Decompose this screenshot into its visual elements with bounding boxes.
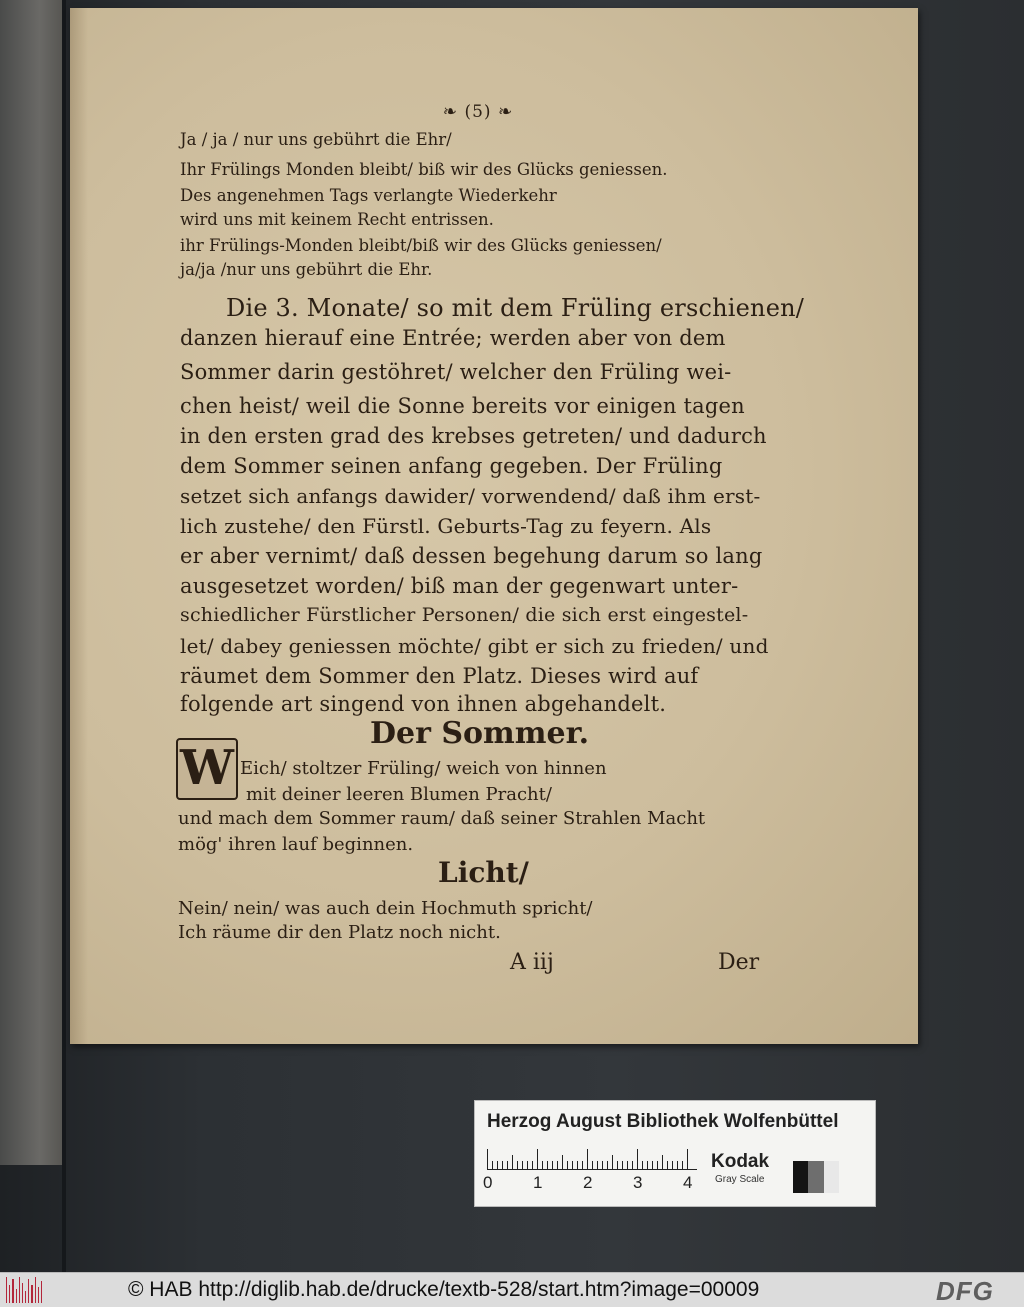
page-number-header: ❧ (5) ❧ bbox=[442, 102, 514, 122]
ruler-tick bbox=[527, 1161, 528, 1169]
ruler-tick bbox=[562, 1155, 563, 1169]
logo-bar bbox=[16, 1289, 17, 1303]
signature-mark: A iij bbox=[510, 950, 554, 975]
copyright-link[interactable]: © HAB http://diglib.hab.de/drucke/textb-528/start.htm?image=00009 bbox=[128, 1278, 760, 1301]
prose-line: let/ dabey geniessen möchte/ gibt er sich zu frieden/ und bbox=[180, 634, 769, 658]
ruler-tick bbox=[567, 1161, 568, 1169]
ruler-tick bbox=[632, 1161, 633, 1169]
verse-line: ihr Frülings-Monden bleibt/biß wir des Glücks geniessen/ bbox=[180, 236, 662, 255]
prose-line: setzet sich anfangs dawider/ vorwendend/ daß ihm erst- bbox=[180, 484, 761, 508]
ruler-tick bbox=[607, 1161, 608, 1169]
adjacent-page-edge bbox=[0, 0, 66, 1165]
prose-line: ausgesetzet worden/ biß man der gegenwart unter- bbox=[180, 574, 739, 598]
ruler-tick bbox=[517, 1161, 518, 1169]
speaker-name: Licht/ bbox=[438, 856, 529, 889]
swatch-dark bbox=[793, 1161, 808, 1193]
footer-bar bbox=[0, 1272, 1024, 1307]
ruler-tick bbox=[612, 1155, 613, 1169]
prose-line: lich zustehe/ den Fürstl. Geburts-Tag zu feyern. Als bbox=[180, 514, 712, 538]
logo-bar bbox=[31, 1285, 32, 1303]
ruler-tick bbox=[557, 1161, 558, 1169]
verse-line: Ihr Frülings Monden bleibt/ biß wir des Glücks geniessen. bbox=[180, 160, 668, 179]
prose-line: Die 3. Monate/ so mit dem Früling erschienen/ bbox=[226, 294, 805, 322]
page-shadow bbox=[70, 8, 88, 1044]
logo-bar bbox=[9, 1285, 10, 1303]
ruler-tick bbox=[617, 1161, 618, 1169]
ruler-tick bbox=[597, 1161, 598, 1169]
ruler-tick bbox=[602, 1161, 603, 1169]
ruler-scale bbox=[487, 1147, 697, 1170]
book-gutter bbox=[62, 0, 66, 1272]
ruler-numbers bbox=[483, 1173, 703, 1195]
logo-bar bbox=[6, 1277, 7, 1303]
verse-line: wird uns mit keinem Recht entrissen. bbox=[180, 210, 494, 229]
ruler-tick bbox=[497, 1161, 498, 1169]
ruler-tick bbox=[532, 1161, 533, 1169]
ruler-tick bbox=[667, 1161, 668, 1169]
prose-line: dem Sommer seinen anfang gegeben. Der Früling bbox=[180, 454, 723, 478]
ruler-tick bbox=[512, 1155, 513, 1169]
ruler-tick bbox=[672, 1161, 673, 1169]
prose-line: chen heist/ weil die Sonne bereits vor einigen tagen bbox=[180, 394, 745, 418]
logo-bar bbox=[19, 1277, 20, 1303]
swatch-light bbox=[824, 1161, 839, 1193]
hab-logo-icon[interactable] bbox=[6, 1277, 42, 1303]
ruler-tick bbox=[492, 1161, 493, 1169]
ruler-number: 0 bbox=[483, 1173, 493, 1192]
ruler-tick bbox=[547, 1161, 548, 1169]
ornament-right-icon: ❧ bbox=[491, 102, 514, 122]
ruler-tick bbox=[652, 1161, 653, 1169]
section-heading: Der Sommer. bbox=[370, 716, 590, 751]
ruler-number: 2 bbox=[583, 1173, 593, 1192]
sommer-line: mit deiner leeren Blumen Pracht/ bbox=[246, 784, 552, 805]
grayscale-swatches bbox=[793, 1161, 839, 1193]
ruler-tick bbox=[587, 1149, 588, 1169]
ruler-tick bbox=[552, 1161, 553, 1169]
ruler-tick bbox=[537, 1149, 538, 1169]
ornament-left-icon: ❧ bbox=[442, 102, 465, 122]
logo-bar bbox=[12, 1279, 13, 1303]
logo-bar bbox=[38, 1287, 39, 1303]
ruler-tick bbox=[662, 1155, 663, 1169]
prose-line: in den ersten grad des krebses getreten/ und dadurch bbox=[180, 424, 767, 448]
sommer-line: und mach dem Sommer raum/ daß seiner Strahlen Macht bbox=[178, 808, 706, 829]
ruler-tick bbox=[642, 1161, 643, 1169]
ruler-tick bbox=[622, 1161, 623, 1169]
dropcap-initial: W bbox=[176, 738, 238, 800]
color-reference-card bbox=[474, 1100, 876, 1207]
logo-bar bbox=[35, 1277, 36, 1303]
ruler-number: 1 bbox=[533, 1173, 543, 1192]
verse-line: Ja / ja / nur uns gebührt die Ehr/ bbox=[180, 130, 452, 149]
prose-line: er aber vernimt/ daß dessen begehung darum so lang bbox=[180, 544, 763, 568]
ruler-tick bbox=[502, 1161, 503, 1169]
logo-bar bbox=[22, 1283, 23, 1303]
sommer-line: mög' ihren lauf beginnen. bbox=[178, 834, 414, 855]
reply-line: Nein/ nein/ was auch dein Hochmuth spricht/ bbox=[178, 898, 593, 919]
library-title: Herzog August Bibliothek Wolfenbüttel bbox=[487, 1111, 839, 1132]
logo-bar bbox=[25, 1291, 26, 1303]
prose-line: danzen hierauf eine Entrée; werden aber von dem bbox=[180, 326, 726, 350]
reply-line: Ich räume dir den Platz noch nicht. bbox=[178, 922, 501, 943]
kodak-brand: Kodak bbox=[711, 1151, 770, 1172]
prose-line: räumet dem Sommer den Platz. Dieses wird auf bbox=[180, 664, 699, 688]
ruler-tick bbox=[637, 1149, 638, 1169]
logo-bar bbox=[28, 1279, 29, 1303]
ruler-tick bbox=[522, 1161, 523, 1169]
ruler-tick bbox=[507, 1161, 508, 1169]
ruler-tick bbox=[577, 1161, 578, 1169]
ruler-tick bbox=[687, 1149, 688, 1169]
ruler-tick bbox=[592, 1161, 593, 1169]
ruler-tick bbox=[627, 1161, 628, 1169]
sommer-line: Eich/ stoltzer Früling/ weich von hinnen bbox=[240, 758, 607, 779]
dfg-logo[interactable]: DFG bbox=[936, 1276, 994, 1306]
ruler-tick bbox=[487, 1149, 488, 1169]
verse-line: Des angenehmen Tags verlangte Wiederkehr bbox=[180, 186, 557, 205]
prose-line: folgende art singend von ihnen abgehandelt. bbox=[180, 692, 667, 716]
grayscale-label: Gray Scale bbox=[715, 1174, 765, 1185]
ruler-tick bbox=[657, 1161, 658, 1169]
ruler-tick bbox=[682, 1161, 683, 1169]
logo-bar bbox=[41, 1281, 42, 1303]
ruler-tick bbox=[542, 1161, 543, 1169]
prose-line: schiedlicher Fürstlicher Personen/ die sich erst eingestel- bbox=[180, 604, 749, 626]
verse-line: ja/ja /nur uns gebührt die Ehr. bbox=[180, 260, 433, 279]
ruler-number: 4 bbox=[683, 1173, 693, 1192]
prose-line: Sommer darin gestöhret/ welcher den Früling wei- bbox=[180, 360, 732, 384]
ruler-number: 3 bbox=[633, 1173, 643, 1192]
ruler-tick bbox=[582, 1161, 583, 1169]
ruler-tick bbox=[572, 1161, 573, 1169]
ruler-tick bbox=[647, 1161, 648, 1169]
ruler-tick bbox=[677, 1161, 678, 1169]
catchword: Der bbox=[718, 950, 760, 975]
swatch-mid bbox=[808, 1161, 823, 1193]
